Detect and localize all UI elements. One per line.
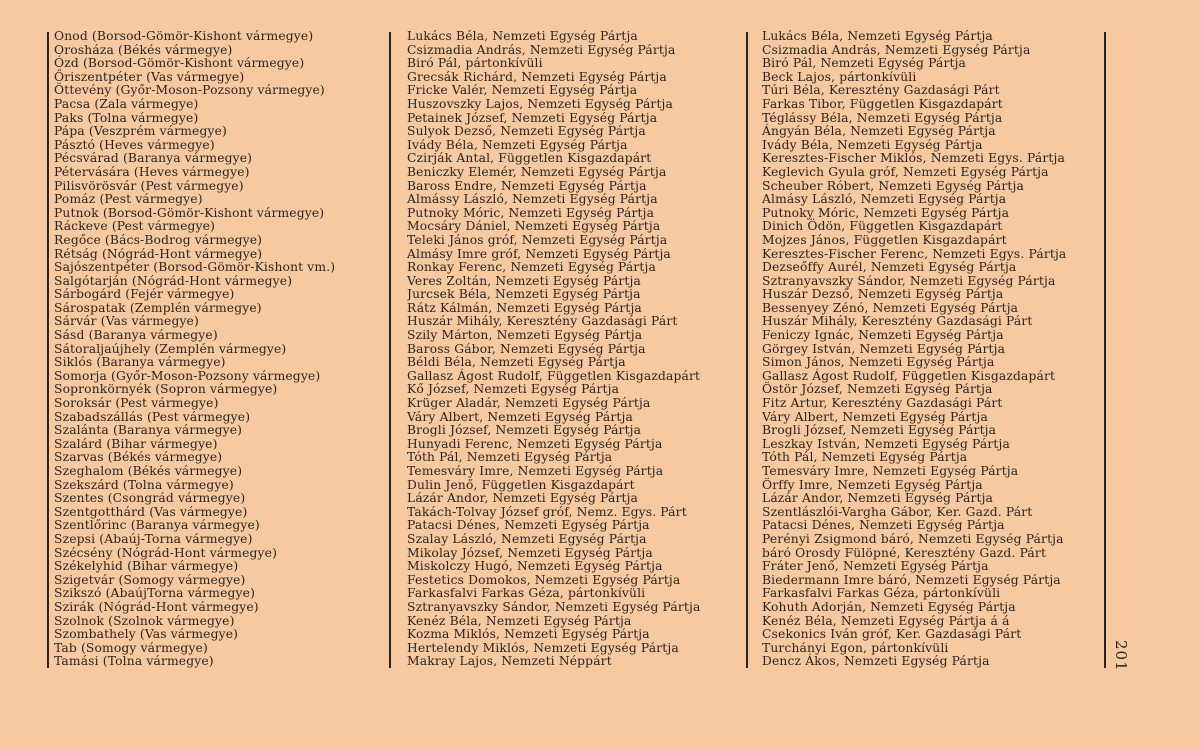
second-member-entry: Leszkay István, Nemzeti Egység Pártja bbox=[762, 436, 1010, 451]
place-entry: Szalárd (Bihar vármegye) bbox=[54, 436, 218, 451]
place-entry: Szikszó (AbaújTorna vármegye) bbox=[54, 586, 256, 601]
second-member-entry: Brogli József, Nemzeti Egység Pártja bbox=[762, 423, 997, 438]
place-entry: Szolnok (Szolnok vármegye) bbox=[54, 613, 235, 628]
place-entry: Szigetvár (Somogy vármegye) bbox=[54, 572, 246, 587]
first-member-entry: Szalay László, Nemzeti Egység Pártja bbox=[407, 531, 647, 546]
second-member-entry: Fitz Artur, Keresztény Gazdasági Párt bbox=[762, 396, 1003, 411]
first-member-entry: Szily Márton, Nemzeti Egység Pártja bbox=[407, 328, 643, 343]
second-member-entry: Csekonics Iván gróf, Ker. Gazdasági Párt bbox=[762, 627, 1022, 642]
place-entry: Pomáz (Pest vármegye) bbox=[54, 192, 203, 207]
place-entry: Szeghalom (Békés vármegye) bbox=[54, 464, 243, 478]
first-member-entry: Almásy Imre gróf, Nemzeti Egység Pártja bbox=[407, 246, 671, 261]
place-entry: Rétság (Nógrád-Hont vármegye) bbox=[54, 246, 263, 261]
column-rule-edge bbox=[1104, 32, 1106, 668]
first-member-entry: Kenéz Béla, Nemzeti Egység Pártja bbox=[407, 613, 632, 628]
place-entry: Pacsa (Zala vármegye) bbox=[54, 96, 199, 111]
place-entry: Pécsvárad (Baranya vármegye) bbox=[54, 151, 253, 166]
column-rule-left bbox=[47, 32, 49, 668]
first-member-entry: Temesváry Imre, Nemzeti Egység Pártja bbox=[407, 464, 664, 478]
place-entry: Szombathely (Vas vármegye) bbox=[54, 627, 239, 642]
second-member-entry: Lukács Béla, Nemzeti Egység Pártja bbox=[762, 30, 993, 43]
place-entry: Szécsény (Nógrád-Hont vármegye) bbox=[54, 545, 278, 560]
place-entry: Szentlőrinc (Baranya vármegye) bbox=[54, 518, 260, 533]
place-entry: Ónod (Borsod-Gömör-Kishont vármegye) bbox=[54, 30, 314, 43]
place-entry: Siklós (Baranya vármegye) bbox=[54, 355, 226, 370]
second-member-entry: Temesváry Imre, Nemzeti Egység Pártja bbox=[762, 464, 1019, 478]
first-member-entry: Krüger Aladár, Nemzeti Egység Pártja bbox=[407, 396, 651, 411]
second-member-entry: Kenéz Béla, Nemzeti Egység Pártja á á bbox=[762, 613, 1010, 628]
first-member-entry: Béldi Béla, Nemzeti Egység Pártja bbox=[407, 355, 626, 370]
place-entry: Szentes (Csongrád vármegye) bbox=[54, 491, 246, 506]
first-member-entry: Gallasz Ágost Rudolf, Független Kisgazdapárt bbox=[407, 368, 701, 383]
first-member-entry: Putnoky Móric, Nemzeti Egység Pártja bbox=[407, 205, 655, 220]
second-member-entry: Putnoky Móric, Nemzeti Egység Pártja bbox=[762, 205, 1010, 220]
place-entry: Sárvár (Vas vármegye) bbox=[54, 314, 199, 329]
first-member-entry: Huszovszky Lajos, Nemzeti Egység Pártja bbox=[407, 96, 673, 111]
second-member-entry: Huszár Mihály, Keresztény Gazdasági Párt bbox=[762, 314, 1033, 329]
first-member-entry: Almássy László, Nemzeti Egység Pártja bbox=[407, 192, 658, 207]
place-entry: Székelyhid (Bihar vármegye) bbox=[54, 559, 239, 574]
second-member-entry: Biró Pál, Nemzeti Egység Pártja bbox=[762, 56, 967, 71]
place-entry: Ózd (Borsod-Gömör-Kishont vármegye) bbox=[54, 56, 305, 71]
second-member-entry: Keresztes-Fischer Ferenc, Nemzeti Egys. Pártja bbox=[762, 246, 1067, 261]
second-member-entry: Téglássy Béla, Nemzeti Egység Pártja bbox=[762, 110, 1003, 125]
first-member-entry: Patacsi Dénes, Nemzeti Egység Pártja bbox=[407, 518, 650, 533]
first-member-entry: Festetics Domokos, Nemzeti Egység Pártja bbox=[407, 572, 681, 587]
place-entry: Szentgotthárd (Vas vármegye) bbox=[54, 504, 248, 519]
second-member-entry: Váry Albert, Nemzeti Egység Pártja bbox=[762, 409, 988, 424]
second-member-entry: Feniczy Ignác, Nemzeti Egység Pártja bbox=[762, 328, 1004, 343]
second-member-entry: Szentlászlói-Vargha Gábor, Ker. Gazd. Párt bbox=[762, 504, 1033, 519]
place-entry: Öttevény (Győr-Moson-Pozsony vármegye) bbox=[54, 83, 325, 98]
first-member-entry: Baross Endre, Nemzeti Egység Pártja bbox=[407, 178, 647, 193]
second-member-entry: Dencz Ákos, Nemzeti Egység Pártja bbox=[762, 654, 990, 669]
place-entry: Regőce (Bács-Bodrog vármegye) bbox=[54, 232, 263, 247]
second-member-entry: Farkasfalvi Farkas Géza, pártonkívüli bbox=[762, 586, 1001, 601]
place-entry: Sátoraljaújhely (Zemplén vármegye) bbox=[54, 341, 287, 356]
second-member-entry: Beck Lajos, pártonkívüli bbox=[762, 69, 917, 84]
second-member-entry: Simon János, Nemzeti Egység Pártja bbox=[762, 355, 995, 370]
place-entry: Soroksár (Pest vármegye) bbox=[54, 396, 219, 411]
first-member-entry: Fricke Valér, Nemzeti Egység Pártja bbox=[407, 83, 638, 98]
second-member-entry: Bessenyey Zénó, Nemzeti Egység Pártja bbox=[762, 300, 1019, 315]
first-members-column bbox=[407, 30, 747, 670]
place-entry: Pásztó (Heves vármegye) bbox=[54, 137, 215, 152]
first-member-entry: Sulyok Dezső, Nemzeti Egység Pártja bbox=[407, 124, 646, 139]
second-member-entry: Ángyán Béla, Nemzeti Egység Pártja bbox=[762, 124, 996, 139]
first-member-entry: Rátz Kálmán, Nemzeti Egység Pártja bbox=[407, 300, 642, 315]
first-member-entry: Hunyadi Ferenc, Nemzeti Egység Pártja bbox=[407, 436, 663, 451]
second-member-entry: Mojzes János, Független Kisgazdapárt bbox=[762, 232, 1007, 247]
second-member-entry: Csizmadia András, Nemzeti Egység Pártja bbox=[762, 42, 1031, 57]
second-member-entry: Östör József, Nemzeti Egység Pártja bbox=[762, 382, 993, 397]
second-member-entry: Dinich Ödön, Független Kisgazdapárt bbox=[762, 219, 1003, 234]
first-member-entry: Váry Albert, Nemzeti Egység Pártja bbox=[407, 409, 633, 424]
place-entry: Pétervására (Heves vármegye) bbox=[54, 164, 250, 179]
first-member-entry: Takách-Tolvay József gróf, Nemz. Egys. Párt bbox=[407, 504, 687, 519]
first-member-entry: Makray Lajos, Nemzeti Néppárt bbox=[407, 654, 612, 669]
second-member-entry: báró Orosdy Fülöpné, Keresztény Gazd. Párt bbox=[762, 545, 1047, 560]
first-member-entry: Mikolay József, Nemzeti Egység Pártja bbox=[407, 545, 653, 560]
second-member-entry: Farkas Tibor, Független Kisgazdapárt bbox=[762, 96, 1003, 111]
first-member-entry: Veres Zoltán, Nemzeti Egység Pártja bbox=[407, 273, 641, 288]
second-member-entry: Keglevich Gyula gróf, Nemzeti Egység Pártja bbox=[762, 164, 1049, 179]
place-entry: Salgótarján (Nógrád-Hont vármegye) bbox=[54, 273, 293, 288]
second-member-entry: Biedermann Imre báró, Nemzeti Egység Pártja bbox=[762, 572, 1061, 587]
second-member-entry: Kohuth Adorján, Nemzeti Egység Pártja bbox=[762, 599, 1016, 614]
second-member-entry: Huszár Dezső, Nemzeti Egység Pártja bbox=[762, 287, 1004, 302]
place-entry: Pilisvörösvár (Pest vármegye) bbox=[54, 178, 244, 193]
place-entry: Sajószentpéter (Borsod-Gömör-Kishont vm.) bbox=[54, 260, 336, 275]
second-member-entry: Dezseőffy Aurél, Nemzeti Egység Pártja bbox=[762, 260, 1017, 275]
places-column bbox=[54, 30, 384, 670]
first-member-entry: Beniczky Elemér, Nemzeti Egység Pártja bbox=[407, 164, 667, 179]
first-member-entry: Sztranyavszky Sándor, Nemzeti Egység Pártja bbox=[407, 599, 701, 614]
first-member-entry: Tóth Pál, Nemzeti Egység Pártja bbox=[407, 450, 613, 465]
first-member-entry: Grecsák Richárd, Nemzeti Egység Pártja bbox=[407, 69, 667, 84]
second-member-entry: Turchányi Egon, pártonkívüli bbox=[762, 640, 949, 655]
place-entry: Paks (Tolna vármegye) bbox=[54, 110, 199, 125]
second-member-entry: Görgey István, Nemzeti Egység Pártja bbox=[762, 341, 1006, 356]
first-member-entry: Ivády Béla, Nemzeti Egység Pártja bbox=[407, 137, 628, 152]
second-member-entry: Almásy László, Nemzeti Egység Pártja bbox=[762, 192, 1007, 207]
second-member-entry: Sztranyavszky Sándor, Nemzeti Egység Pártja bbox=[762, 273, 1056, 288]
second-member-entry: Fráter Jenő, Nemzeti Egység Pártja bbox=[762, 559, 989, 574]
place-entry: Orosháza (Békés vármegye) bbox=[54, 42, 233, 57]
place-entry: Szekszárd (Tolna vármegye) bbox=[54, 477, 234, 492]
place-entry: Putnok (Borsod-Gömör-Kishont vármegye) bbox=[54, 205, 325, 220]
place-entry: Szabadszállás (Pest vármegye) bbox=[54, 409, 251, 424]
first-member-entry: Huszár Mihály, Keresztény Gazdasági Párt bbox=[407, 314, 678, 329]
first-member-entry: Miskolczy Hugó, Nemzeti Egység Pártja bbox=[407, 559, 663, 574]
place-entry: Szalánta (Baranya vármegye) bbox=[54, 423, 243, 438]
second-member-entry: Tóth Pál, Nemzeti Egység Pártja bbox=[762, 450, 968, 465]
place-entry: Sárospatak (Zemplén vármegye) bbox=[54, 300, 262, 315]
place-entry: Sásd (Baranya vármegye) bbox=[54, 328, 218, 343]
second-member-entry: Örffy Imre, Nemzeti Egység Pártja bbox=[762, 477, 983, 492]
second-member-entry: Scheuber Róbert, Nemzeti Egység Pártja bbox=[762, 178, 1024, 193]
place-entry: Őriszentpéter (Vas vármegye) bbox=[54, 69, 245, 84]
place-entry: Szirák (Nógrád-Hont vármegye) bbox=[54, 599, 259, 614]
first-member-entry: Mocsáry Dániel, Nemzeti Egység Pártja bbox=[407, 219, 661, 234]
first-member-entry: Teleki János gróf, Nemzeti Egység Pártja bbox=[407, 232, 668, 247]
first-member-entry: Dulin Jenő, Független Kisgazdapárt bbox=[407, 477, 635, 492]
second-member-entry: Túri Béla, Keresztény Gazdasági Párt bbox=[762, 83, 1000, 98]
first-member-entry: Ronkay Ferenc, Nemzeti Egység Pártja bbox=[407, 260, 656, 275]
first-member-entry: Lukács Béla, Nemzeti Egység Pártja bbox=[407, 30, 638, 43]
second-member-entry: Gallasz Ágost Rudolf, Független Kisgazdapárt bbox=[762, 368, 1056, 383]
page-number: 201 bbox=[1112, 640, 1130, 672]
place-entry: Somorja (Győr-Moson-Pozsony vármegye) bbox=[54, 368, 321, 383]
first-member-entry: Biró Pál, pártonkívüli bbox=[407, 56, 543, 71]
place-entry: Szarvas (Békés vármegye) bbox=[54, 450, 223, 465]
place-entry: Sopronkörnyék (Sopron vármegye) bbox=[54, 382, 278, 397]
first-member-entry: Baross Gábor, Nemzeti Egység Pártja bbox=[407, 341, 646, 356]
place-entry: Tab (Somogy vármegye) bbox=[54, 640, 208, 655]
column-rule-middle bbox=[389, 32, 391, 668]
first-member-entry: Kő József, Nemzeti Egység Pártja bbox=[407, 382, 620, 397]
first-member-entry: Jurcsek Béla, Nemzeti Egység Pártja bbox=[407, 287, 641, 302]
second-members-column bbox=[762, 30, 1102, 670]
first-member-entry: Lázár Andor, Nemzeti Egység Pártja bbox=[407, 491, 639, 506]
second-member-entry: Keresztes-Fischer Miklós, Nemzeti Egys. Pártja bbox=[762, 151, 1065, 166]
second-member-entry: Ivády Béla, Nemzeti Egység Pártja bbox=[762, 137, 983, 152]
first-member-entry: Farkasfalvi Farkas Géza, pártonkívüli bbox=[407, 586, 646, 601]
first-member-entry: Hertelendy Miklós, Nemzeti Egység Pártja bbox=[407, 640, 679, 655]
second-member-entry: Perényi Zsigmond báró, Nemzeti Egység Pártja bbox=[762, 531, 1064, 546]
first-member-entry: Petainek József, Nemzeti Egység Pártja bbox=[407, 110, 658, 125]
first-member-entry: Csizmadia András, Nemzeti Egység Pártja bbox=[407, 42, 676, 57]
place-entry: Sárbogárd (Fejér vármegye) bbox=[54, 287, 235, 302]
place-entry: Tamási (Tolna vármegye) bbox=[54, 654, 214, 669]
second-member-entry: Lázár Andor, Nemzeti Egység Pártja bbox=[762, 491, 994, 506]
first-member-entry: Brogli József, Nemzeti Egység Pártja bbox=[407, 423, 642, 438]
place-entry: Pápa (Veszprém vármegye) bbox=[54, 124, 227, 139]
first-member-entry: Czirják Antal, Független Kisgazdapárt bbox=[407, 151, 652, 166]
place-entry: Ráckeve (Pest vármegye) bbox=[54, 219, 216, 234]
place-entry: Szepsi (Abaúj-Torna vármegye) bbox=[54, 531, 253, 546]
first-member-entry: Kozma Miklós, Nemzeti Egység Pártja bbox=[407, 627, 650, 642]
second-member-entry: Patacsi Dénes, Nemzeti Egység Pártja bbox=[762, 518, 1005, 533]
